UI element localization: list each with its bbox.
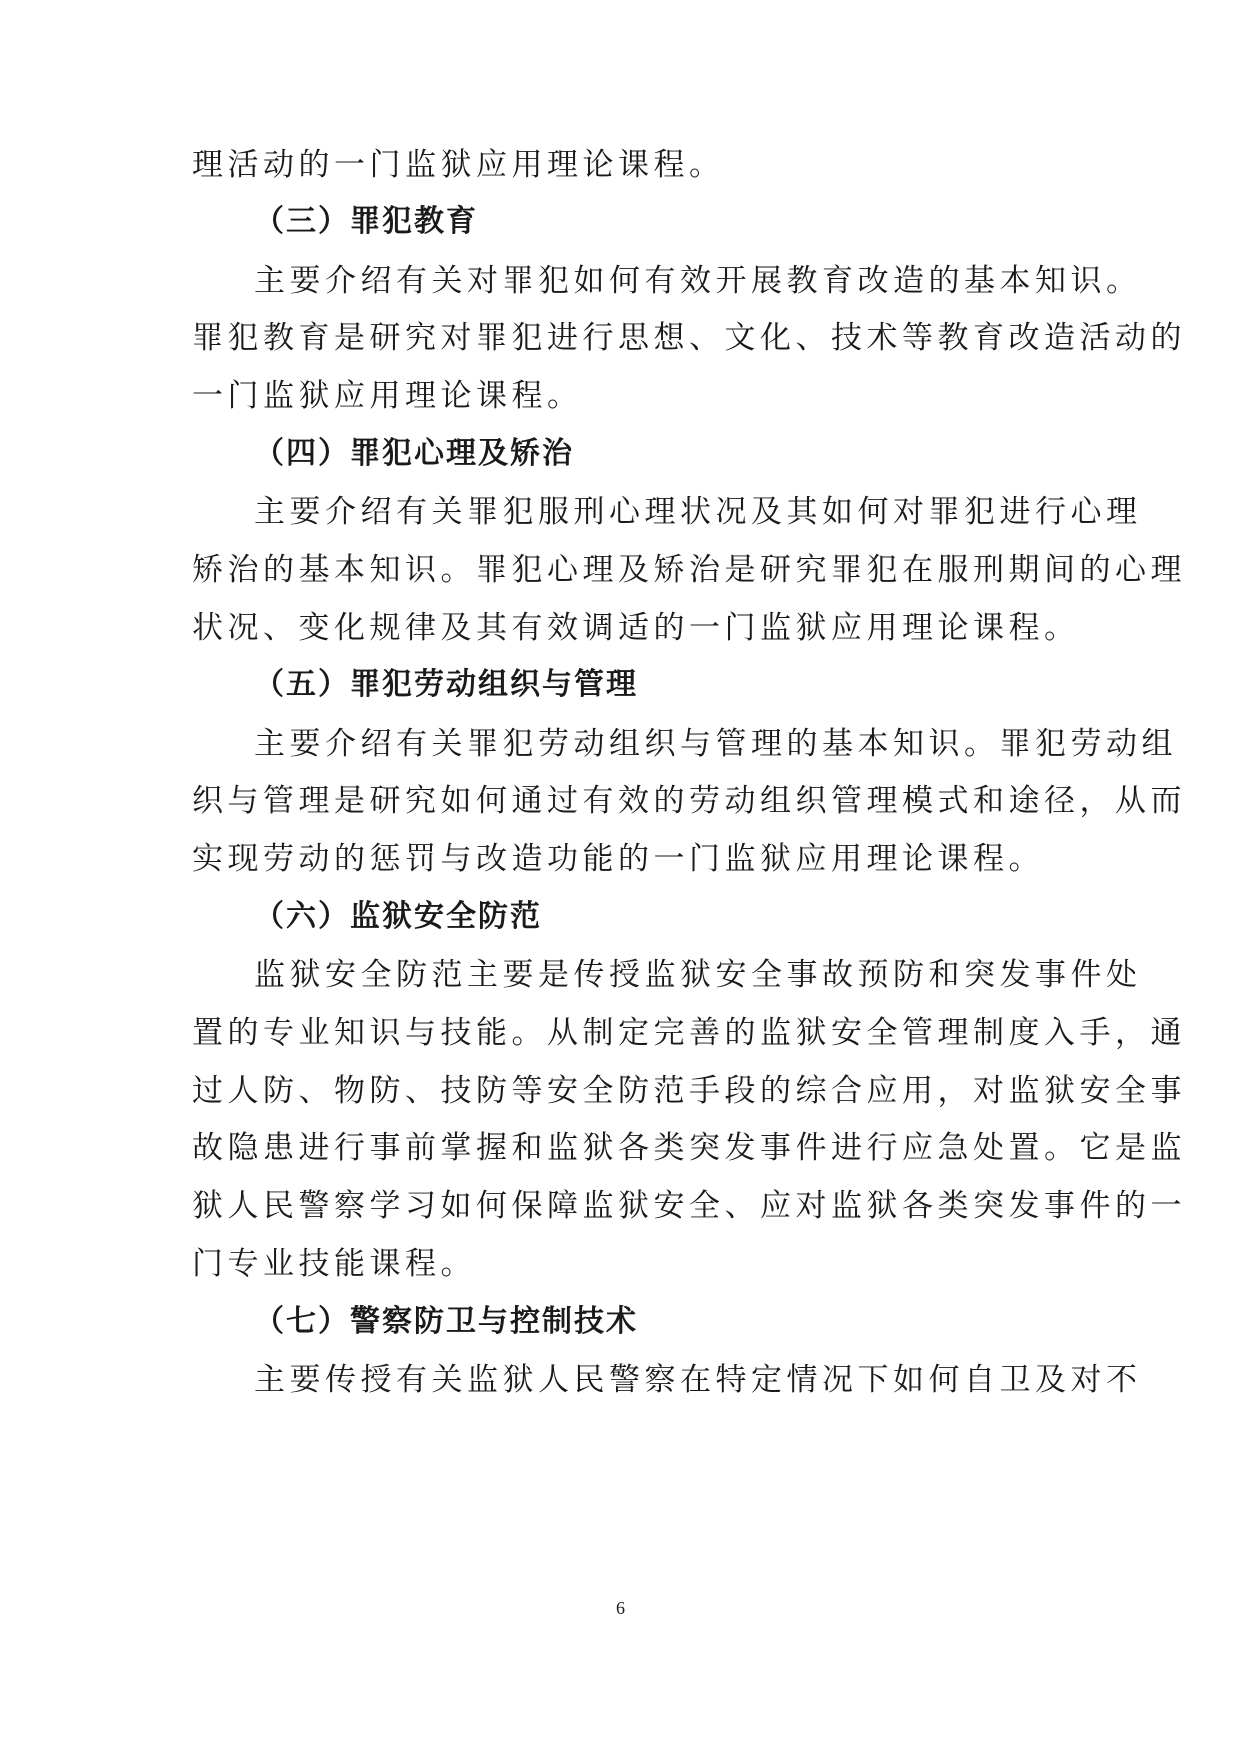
paragraph-line: 故隐患进行事前掌握和监狱各类突发事件进行应急处置。它是监 bbox=[192, 1130, 1186, 1166]
paragraph-line: 矫治的基本知识。罪犯心理及矫治是研究罪犯在服刑期间的心理 bbox=[192, 552, 1186, 588]
paragraph-line: 实现劳动的惩罚与改造功能的一门监狱应用理论课程。 bbox=[192, 841, 1044, 877]
paragraph-line: 理活动的一门监狱应用理论课程。 bbox=[192, 147, 725, 183]
paragraph-line: 监狱安全防范主要是传授监狱安全事故预防和突发事件处 bbox=[254, 957, 1142, 993]
section-heading-6: （六）监狱安全防范 bbox=[254, 899, 542, 934]
paragraph-line: 状况、变化规律及其有效调适的一门监狱应用理论课程。 bbox=[192, 610, 1080, 646]
paragraph-line: 主要传授有关监狱人民警察在特定情况下如何自卫及对不 bbox=[254, 1362, 1142, 1398]
page-number: 6 bbox=[616, 1598, 625, 1618]
section-heading-5: （五）罪犯劳动组织与管理 bbox=[254, 667, 638, 702]
section-heading-4: （四）罪犯心理及矫治 bbox=[254, 436, 574, 471]
paragraph-line: 门专业技能课程。 bbox=[192, 1246, 476, 1282]
paragraph-line: 主要介绍有关对罪犯如何有效开展教育改造的基本知识。 bbox=[254, 263, 1142, 299]
paragraph-line: 置的专业知识与技能。从制定完善的监狱安全管理制度入手，通 bbox=[192, 1015, 1186, 1051]
paragraph-line: 狱人民警察学习如何保障监狱安全、应对监狱各类突发事件的一 bbox=[192, 1188, 1186, 1224]
paragraph-line: 织与管理是研究如何通过有效的劳动组织管理模式和途径，从而 bbox=[192, 783, 1186, 819]
section-heading-3: （三）罪犯教育 bbox=[254, 204, 478, 239]
paragraph-line: 主要介绍有关罪犯服刑心理状况及其如何对罪犯进行心理 bbox=[254, 494, 1142, 530]
paragraph-line: 过人防、物防、技防等安全防范手段的综合应用，对监狱安全事 bbox=[192, 1073, 1186, 1109]
section-heading-7: （七）警察防卫与控制技术 bbox=[254, 1304, 638, 1339]
paragraph-line: 一门监狱应用理论课程。 bbox=[192, 378, 583, 414]
paragraph-line: 主要介绍有关罪犯劳动组织与管理的基本知识。罪犯劳动组 bbox=[254, 726, 1177, 762]
paragraph-line: 罪犯教育是研究对罪犯进行思想、文化、技术等教育改造活动的 bbox=[192, 320, 1186, 356]
